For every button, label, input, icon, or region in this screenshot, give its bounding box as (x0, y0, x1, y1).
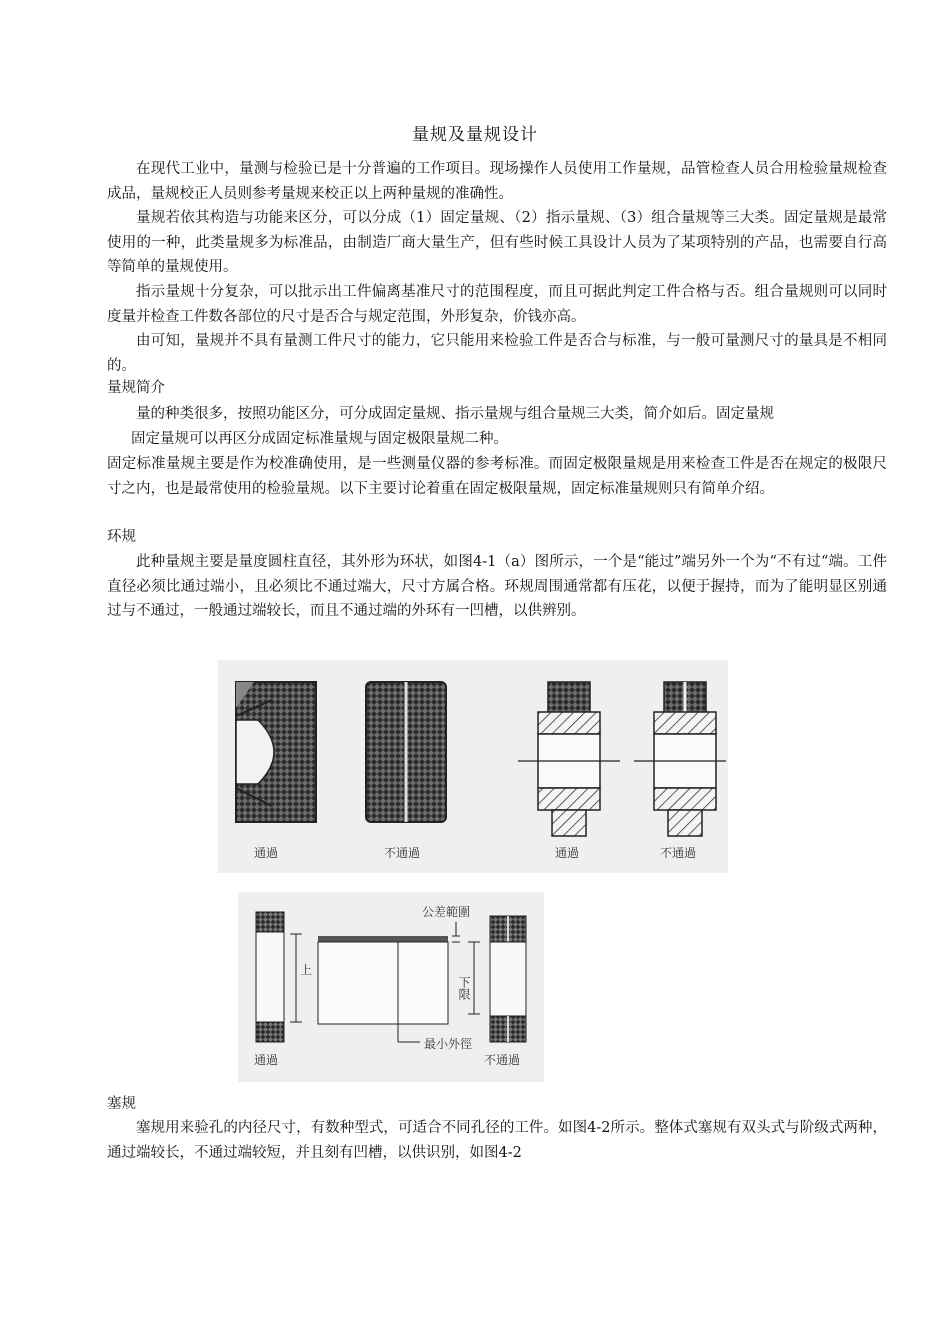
fig2-nogo-label: 不通過 (484, 1053, 521, 1067)
nogo-ring-drawing (366, 682, 446, 822)
section-heading-ring-gauge: 环规 (107, 529, 136, 545)
ring-gauge-tolerance-figure (238, 892, 544, 1082)
plug-gauge-paragraph: 塞规用来验孔的内径尺寸，有数种型式，可适合不同孔径的工件。如图4-2所示。整体式塞规有双头式与阶级式两种，通过端较长，不通过端较短，并且刻有凹槽，以供识别，如图4-2 (107, 1120, 887, 1161)
min-diameter-label: 最小外徑 (424, 1037, 473, 1051)
fig1-label-nogo-2: 不通過 (660, 846, 697, 860)
overview-paragraph-1: 量的种类很多，按照功能区分，可分成固定量规、指示量规与组合量规三大类，简介如后。固定量规 (136, 406, 774, 422)
fig1-label-go-2: 通過 (555, 846, 580, 860)
intro-paragraph-2: 量规若依其构造与功能来区分，可以分成（1）固定量规、（2）指示量规、（3）组合量规等三大类。固定量规是最常使用的一种，此类量规多为标准品，由制造厂商大量生产，但有些时候工具设计人员为了某项特别的产品，也需要自行高等简单的量规使用。 (107, 210, 887, 275)
upper-limit-label: 上 (300, 963, 313, 977)
intro-paragraph-3: 指示量规十分复杂，可以批示出工件偏离基准尺寸的范围程度，而且可据此判定工件合格与否。组合量规则可以同时度量并检查工件数各部位的尺寸是否合与规定范围，外形复杂，价钱亦高。 (107, 284, 887, 325)
overview-paragraph-3: 固定标准量规主要是作为校准确使用，是一些测量仪器的参考标准。而固定极限量规是用来检查工件是否在规定的极限尺寸之内，也是最常使用的检验量规。以下主要讨论着重在固定极限量规，固定标准量规则只有简单介绍。 (107, 456, 887, 497)
section-heading-overview: 量规简介 (107, 380, 165, 396)
section-heading-plug-gauge: 塞规 (107, 1096, 136, 1112)
overview-paragraph-2: 固定量规可以再区分成固定标准量规与固定极限量规二种。 (131, 431, 508, 447)
intro-paragraph-1: 在现代工业中，量测与检验已是十分普遍的工作项目。现场操作人员使用工作量规，品管检查人员合用检验量规检查成品，量规校正人员则参考量规来校正以上两种量规的准确性。 (107, 161, 887, 202)
intro-paragraph-4: 由可知，量规并不具有量测工件尺寸的能力，它只能用来检验工件是否合与标准，与一般可量测尺寸的量具是不相同的。 (107, 333, 887, 374)
tolerance-range-label: 公差範圍 (422, 905, 471, 919)
fig1-label-nogo-1: 不通過 (384, 846, 421, 860)
go-ring-section-drawing (236, 682, 316, 822)
fig1-label-go-1: 通過 (254, 846, 279, 860)
nogo-ring-side-drawing (490, 916, 526, 1042)
lower-limit-label: 下限 (457, 976, 471, 1000)
ring-gauge-paragraph: 此种量规主要是量度圆柱直径，其外形为环状，如图4-1（a）图所示，一个是“能过”端另外一个为“不有过“端。工件直径必须比通过端小，且必须比不通过端大，尺寸方属合格。环规周围通常都有压花，以便于握持，而为了能明显区别通过与不通过，一般通过端较长，而且不通过端的外环有一凹槽，以供辨别。 (107, 554, 887, 619)
ring-gauge-figure (218, 660, 728, 873)
page-title: 量规及量规设计 (412, 125, 538, 145)
fig2-go-label: 通過 (254, 1053, 279, 1067)
